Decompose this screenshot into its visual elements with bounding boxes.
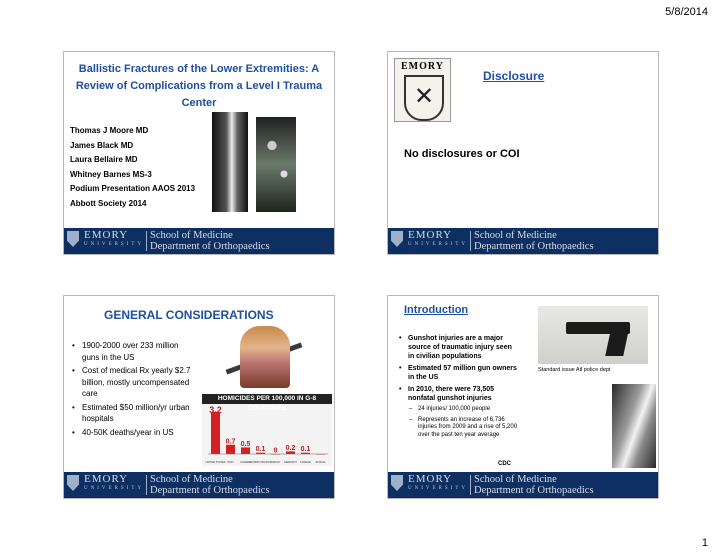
author-line: Podium Presentation AAOS 2013 xyxy=(70,184,196,193)
school-department: School of Medicine Department of Orthopaedics xyxy=(150,474,270,496)
chart-category-label: UNITED STATES xyxy=(205,461,226,464)
author-list xyxy=(70,124,195,211)
chart-bar xyxy=(241,447,250,454)
emory-footer xyxy=(388,228,658,254)
chart-category-label: RUSSIA xyxy=(315,461,326,464)
bone-xray-image xyxy=(612,384,656,468)
author-line: Abbott Society 2014 xyxy=(70,198,147,208)
slide-2-title: Disclosure xyxy=(483,69,545,83)
chart-category-label: CANADA xyxy=(240,461,251,464)
girl-with-rifle-photo xyxy=(240,326,290,388)
list-item: • Estimated $50 million/yr urban hospitals xyxy=(70,402,195,425)
chart-value-label: 3.2 xyxy=(209,405,222,415)
emory-wordmark: EMORY UNIVERSITY xyxy=(84,229,144,247)
slide-2[interactable] xyxy=(387,51,659,255)
chart-title: HOMICIDES PER 100,000 IN G-8 COUNTRIES xyxy=(202,394,332,404)
author-line: Whitney Barnes MS-3 xyxy=(70,169,152,179)
considerations-list xyxy=(70,340,195,440)
chart-category-label: UNITED KINGDOM xyxy=(249,461,272,464)
slide-4-title: Introduction xyxy=(404,304,469,316)
emory-shield-icon xyxy=(67,475,79,491)
page-number: 1 xyxy=(701,537,708,549)
slide-3-title: GENERAL CONSIDERATIONS xyxy=(104,308,274,322)
list-item: • Estimated 57 million gun owners in the US xyxy=(398,364,518,382)
chart-category-label: GERMANY xyxy=(283,461,298,464)
chart-category-label: FRANCE xyxy=(300,461,311,464)
chart-bar xyxy=(211,412,220,454)
slide-4[interactable] xyxy=(387,295,659,499)
crossed-torches-icon: ✕ xyxy=(404,75,444,121)
sub-list-item: – 24 injuries/ 100,000 people xyxy=(408,406,518,414)
school-department: School of Medicine Department of Orthopaedics xyxy=(474,474,594,496)
chart-plot xyxy=(202,404,332,466)
pistol-caption: Standard issue Atl police dept xyxy=(538,367,611,373)
emory-shield-icon xyxy=(391,231,403,247)
header-date: 5/8/2014 xyxy=(665,6,708,18)
slide-1-title: Ballistic Fractures of the Lower Extremities: A Review of Complications from a Level I Trauma Center xyxy=(75,63,323,109)
homicide-bar-chart xyxy=(202,394,332,466)
emory-wordmark: EMORY UNIVERSITY xyxy=(408,473,468,491)
emory-footer xyxy=(388,472,658,498)
emory-footer xyxy=(64,472,334,498)
chart-value-label: 0.1 xyxy=(255,446,266,454)
source-label: CDC xyxy=(498,461,511,467)
emory-wordmark: EMORY UNIVERSITY xyxy=(84,473,144,491)
emory-crest-logo: EMORY ✕ xyxy=(394,58,451,122)
chart-value-label: 0.2 xyxy=(285,444,296,452)
author-line: James Black MD xyxy=(70,140,134,150)
fluoroscopy-image xyxy=(256,117,296,212)
school-department: School of Medicine Department of Orthopaedics xyxy=(150,230,270,252)
author-line: Thomas J Moore MD xyxy=(70,126,149,135)
list-item: • 40-50K deaths/year in US xyxy=(70,427,195,439)
chart-value-label: 0.1 xyxy=(300,446,311,454)
emory-shield-icon xyxy=(67,231,79,247)
list-item: • Cost of medical Rx yearly $2.7 billion, mostly uncompensated care xyxy=(70,365,195,400)
emory-footer xyxy=(64,228,334,254)
school-department: School of Medicine Department of Orthopaedics xyxy=(474,230,594,252)
chart-bar xyxy=(226,445,235,454)
chart-value-label: 0.7 xyxy=(225,438,236,446)
list-item: • In 2010, there were 73,505 nonfatal gunshot injuries – 24 injuries/ 100,000 people – Represents an increase of 6,736 injuries from 2009 and a rise of 5,200 over the past ten year average xyxy=(398,385,518,439)
author-line: Laura Bellaire MD xyxy=(70,155,138,164)
introduction-list xyxy=(398,334,518,442)
list-item: • 1900-2000 over 233 million guns in the US xyxy=(70,340,195,363)
chart-value-label: 0 xyxy=(273,447,278,455)
disclosure-text: No disclosures or COI xyxy=(404,148,520,160)
emory-shield-icon xyxy=(391,475,403,491)
sub-list-item: – Represents an increase of 6,736 injuries from 2009 and a rise of 5,200 over the past ten year average xyxy=(408,417,518,440)
list-item: • Gunshot injuries are a major source of traumatic injury seen in civilian populations xyxy=(398,334,518,361)
chart-category-label: ITALY xyxy=(227,461,234,464)
slide-3[interactable] xyxy=(63,295,335,499)
chart-value-label: 0.5 xyxy=(240,440,251,448)
slide-1[interactable] xyxy=(63,51,335,255)
emory-wordmark: EMORY UNIVERSITY xyxy=(408,229,468,247)
femur-xray-image xyxy=(212,112,248,212)
chart-category-label: JAPAN xyxy=(271,461,280,464)
pistol-photo xyxy=(538,306,648,364)
